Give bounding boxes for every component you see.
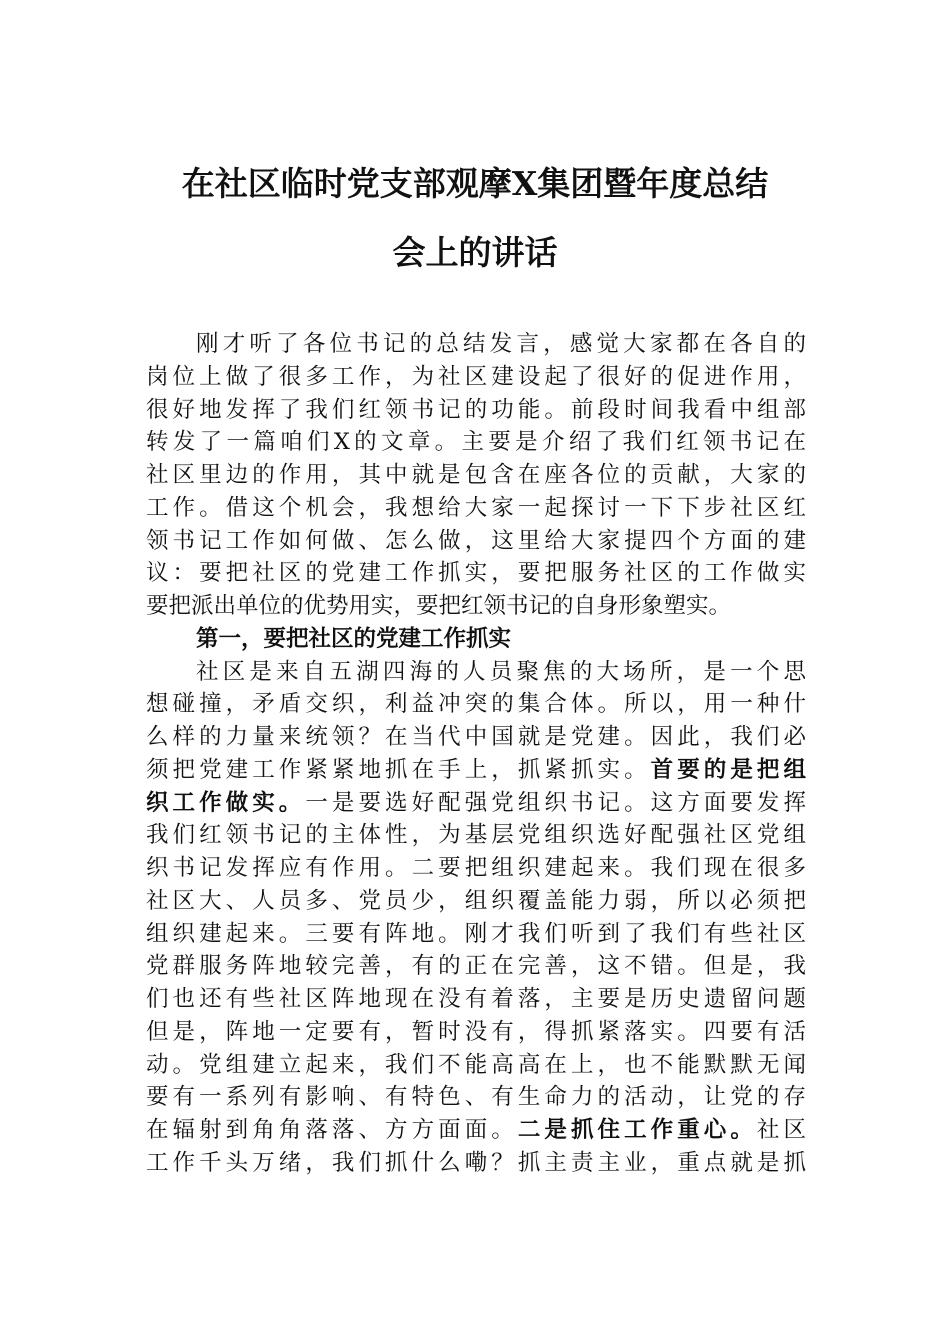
paragraph-section-1 (146, 656, 806, 1180)
text-line: 很好地发挥了我们红领书记的功能。前段时间我看中组部 (146, 396, 806, 423)
emphasis-text: 首要的是把组 (650, 756, 806, 783)
text-line: 动。党组建立起来，我们不能高高在上，也不能默默无闻 (146, 1051, 806, 1078)
text-line: 刚才听了各位书记的总结发言，感觉大家都在各自的 (196, 331, 806, 357)
text-segment: 社区 (756, 1117, 806, 1143)
text-line: 想碰撞，矛盾交织，利益冲突的集合体。所以，用一种什 (146, 691, 806, 718)
text-segment: 一是要选好配强党组织书记。这方面要发挥 (305, 789, 806, 816)
text-line: 岗位上做了很多工作，为社区建设起了很好的促进作用， (146, 363, 806, 390)
text-line: 们也还有些社区阵地现在没有着落，主要是历史遗留问题 (146, 986, 806, 1012)
text-line: 我们红领书记的主体性，为基层党组织选好配强社区党组 (146, 822, 806, 849)
text-line (146, 787, 806, 820)
text-line: 社区是来自五湖四海的人员聚焦的大场所，是一个思 (196, 658, 806, 685)
text-line: 要把派出单位的优势用实，要把红领书记的自身形象塑实。 (146, 593, 732, 619)
text-line: 议：要把社区的党建工作抓实，要把服务社区的工作做实 (146, 560, 806, 587)
document-body (146, 328, 806, 1180)
text-line: 要有一系列有影响、有特色、有生命力的活动，让党的存 (146, 1084, 806, 1111)
document-title-line-2: 会上的讲话 (392, 233, 558, 272)
text-line: 领书记工作如何做、怎么做，这里给大家提四个方面的建 (146, 527, 806, 554)
text-segment: 在辐射到角角落落、方方面面。 (146, 1117, 518, 1143)
text-line: 织书记发挥应有作用。二要把组织建起来。我们现在很多 (146, 855, 806, 881)
text-line: 组织建起来。三要有阵地。刚才我们听到了我们有些社区 (146, 920, 806, 947)
emphasis-text: 织工作做实。 (146, 789, 306, 816)
paragraph-intro (146, 328, 806, 623)
text-line: 社区大、人员多、党员少，组织覆盖能力弱，所以必须把 (146, 887, 806, 914)
text-line: 但是，阵地一定要有，暂时没有，得抓紧落实。四要有活 (146, 1018, 806, 1045)
text-line: 党群服务阵地较完善，有的正在完善，这不错。但是，我 (146, 953, 806, 980)
text-line: 转发了一篇咱们X的文章。主要是介绍了我们红领书记在 (146, 429, 806, 456)
text-segment: 须把党建工作紧紧地抓在手上，抓紧抓实。 (146, 756, 651, 783)
emphasis-text: 二是抓住工作重心。 (517, 1117, 757, 1143)
text-line: 社区里边的作用，其中就是包含在座各位的贡献，大家的 (146, 462, 806, 488)
text-line: 么样的力量来统领？在当代中国就是党建。因此，我们必 (146, 724, 806, 750)
section-heading: 第一，要把社区的党建工作抓实 (196, 625, 512, 652)
text-line: 工作千头万绪，我们抓什么嘞？抓主责主业，重点就是抓 (146, 1149, 806, 1176)
text-line: 工作。借这个机会，我想给大家一起探讨一下下步社区红 (146, 494, 806, 521)
text-line (146, 754, 806, 787)
document-title-line-1: 在社区临时党支部观摩X集团暨年度总结 (181, 164, 769, 203)
text-line (146, 1114, 806, 1147)
